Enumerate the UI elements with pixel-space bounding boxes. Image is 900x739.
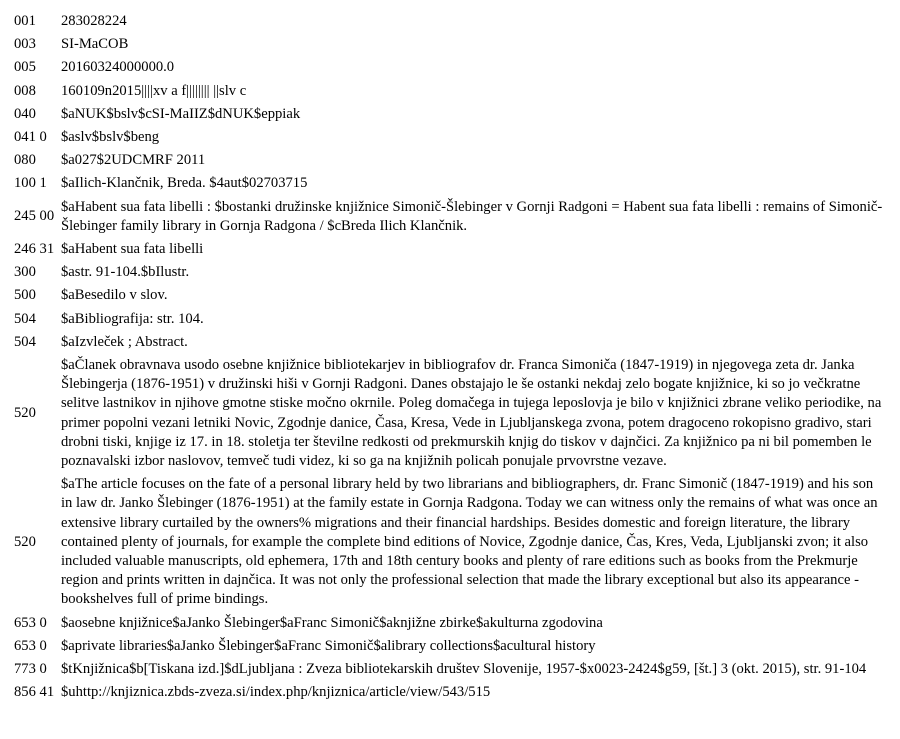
field-row-040 (14, 103, 886, 126)
field-row-005 (14, 56, 886, 79)
field-tag: 041 0 (14, 129, 47, 146)
field-value: $aHabent sua fata libelli (61, 241, 204, 258)
marc-record-table (14, 10, 886, 705)
field-row-520 (14, 473, 886, 611)
field-value: $aHabent sua fata libelli : $bostanki družinske knjižnice Simonič-Šlebinger v Gornji Radgoni = Habent sua fata libelli : remains of Simonič-Šlebinger family library in Gornja Radgona / $cBreda Ilich Klančnik. (61, 198, 883, 234)
field-tag: 653 0 (14, 614, 47, 631)
field-row-520 (14, 354, 886, 473)
field-value: 283028224 (61, 13, 127, 29)
field-value: 160109n2015||||xv a f|||||||| ||slv c (61, 82, 247, 99)
field-tag: 005 (14, 59, 36, 76)
field-tag: 520 (14, 533, 36, 550)
field-value: $uhttp://knjiznica.zbds-zveza.si/index.php/knjiznica/article/view/543/515 (61, 684, 491, 701)
field-row-245 (14, 196, 886, 238)
field-value: $a027$2UDCMRF 2011 (61, 152, 206, 169)
field-value: $tKnjižnica$b[Tiskana izd.]$dLjubljana : Zveza bibliotekarskih društev Slovenije, 1957-$x0023-2424$g59, [št.] 3 (okt. 2015), str. 91-104 (61, 661, 867, 678)
field-row-653 (14, 635, 886, 658)
field-tag: 504 (14, 310, 36, 327)
field-value: 20160324000000.0 (61, 59, 175, 76)
field-value: $aBibliografija: str. 104. (61, 310, 204, 327)
field-tag: 246 31 (14, 241, 55, 258)
field-tag: 504 (14, 333, 36, 350)
field-tag: 856 41 (14, 684, 55, 701)
field-row-041 (14, 126, 886, 149)
field-tag: 300 (14, 264, 36, 281)
field-value: $aBesedilo v slov. (61, 287, 168, 304)
field-value: $aslv$bslv$beng (61, 129, 160, 146)
field-tag: 008 (14, 82, 36, 99)
field-value: $aČlanek obravnava usodo osebne knjižnice bibliotekarjev in bibliografov dr. Franca Simoniča (1847-1919) in njegovega zeta dr. Janka Šlebingerja (1876-1951) v družinski hiši v Gornji Radgoni. Danes obstajajo le še ostanki nekdaj zelo bogate knjižnice, ki so jo večkratne selitve lastnikov in njihove gmotne stiske močno okrnile. Poleg domačega in tujega leposlovja je bilo v knjižnici zbrane veliko periodike, na primer popolni vezani letniki Novic, Zgodnje danice, Časa, Kresa, Vede in Ljubljanskega zvona, potem dragoceno rokopisno gradivo, stari drobni tiski, knjige iz 17. in 18. stoletja ter številne redkosti od prekmurskih knjig do tiskov v dajnčici. Za knjižnico pa ni bil pomemben le poznavalski izbor naslovov, temveč tudi videz, ki so ga na knjižnih policah ponujale prvovrstne vezave. (61, 357, 882, 470)
field-row-504 (14, 308, 886, 331)
field-row-008 (14, 80, 886, 103)
field-row-080 (14, 149, 886, 172)
field-tag: 003 (14, 36, 36, 53)
field-tag: 653 0 (14, 637, 47, 654)
field-tag: 245 00 (14, 208, 55, 225)
field-value: $aIzvleček ; Abstract. (61, 333, 188, 350)
field-tag: 080 (14, 152, 36, 169)
field-row-300 (14, 261, 886, 284)
field-value: $aosebne knjižnice$aJanko Šlebinger$aFranc Simonič$aknjižne zbirke$akulturna zgodovina (61, 614, 603, 631)
field-row-003 (14, 33, 886, 56)
field-row-504 (14, 331, 886, 354)
field-value: SI-MaCOB (61, 36, 129, 53)
field-tag: 520 (14, 405, 36, 422)
field-tag: 100 1 (14, 175, 47, 192)
field-value: $aIlich-Klančnik, Breda. $4aut$02703715 (61, 175, 308, 192)
field-row-100 (14, 172, 886, 195)
field-tag: 001 (14, 13, 36, 29)
field-tag: 040 (14, 105, 36, 122)
field-value: $astr. 91-104.$bIlustr. (61, 264, 190, 281)
field-value: $aNUK$bslv$cSI-MaIIZ$dNUK$eppiak (61, 105, 301, 122)
marc-record-body (14, 10, 886, 705)
field-row-500 (14, 284, 886, 307)
field-tag: 773 0 (14, 661, 47, 678)
field-value: $aThe article focuses on the fate of a personal library held by two librarians and bibliographers, dr. Franc Simonič (1847-1919) and his son in law dr. Janko Šlebinger (1876-1951) at the family estate in Gornja Radgona. Today we can witness only the remains of what was once an extensive library curtailed by the owners% migrations and their financial hardships. Besides domestic and foreign literature, the library contained plenty of journals, for example the complete bind editions of Novice, Zgodnje danice, Čas, Kres, Veda, Ljubljanski zvon; it also included valuable manuscripts, old ephemera, 17th and 18th century books and plenty of rare editions such as books from the Prekmurje region and prints written in dajnčica. It was not only the professional selection that made the library exceptional but also its appearance - bookshelves full of prime bindings. (61, 476, 878, 608)
field-row-653 (14, 612, 886, 635)
field-row-246 (14, 238, 886, 261)
field-value: $aprivate libraries$aJanko Šlebinger$aFranc Simonič$alibrary collections$acultural history (61, 637, 596, 654)
field-row-001 (14, 10, 886, 33)
field-row-773 (14, 658, 886, 681)
field-tag: 500 (14, 287, 36, 304)
field-row-856 (14, 681, 886, 704)
